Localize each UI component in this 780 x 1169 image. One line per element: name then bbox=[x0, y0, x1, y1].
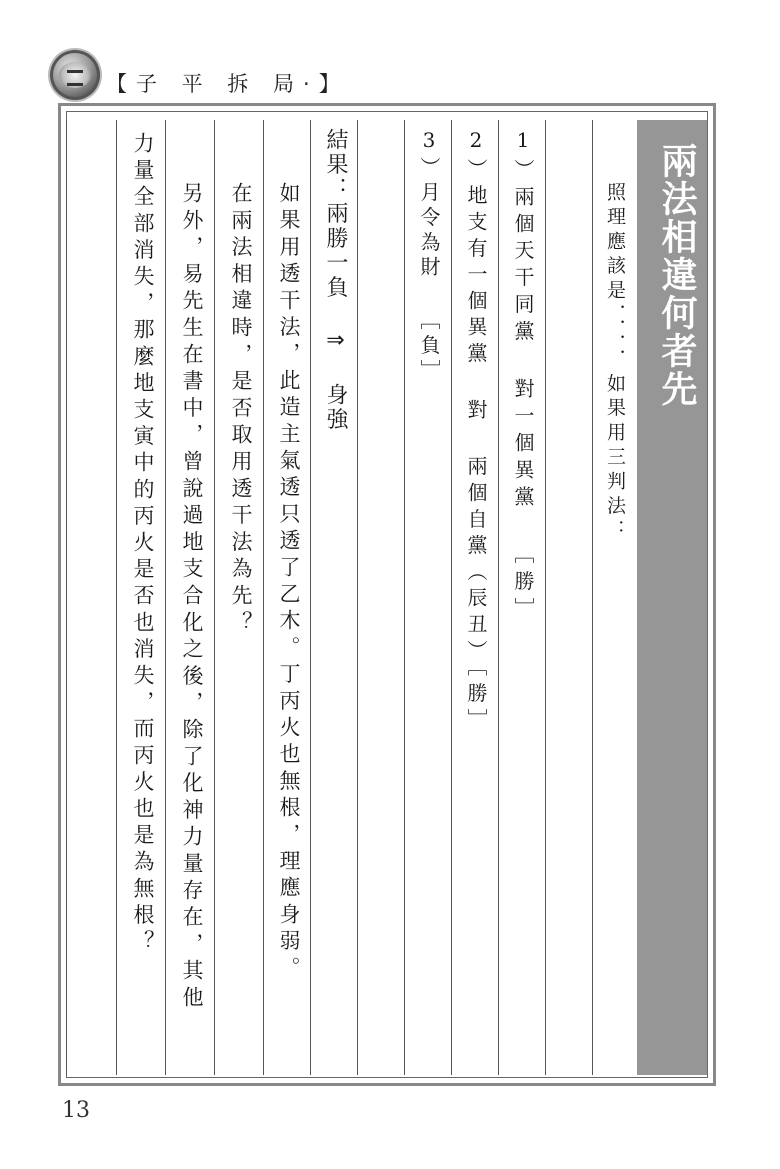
text-column-1 bbox=[592, 120, 637, 1075]
column-text: 在兩法相違時，是否取用透干法為先？ bbox=[229, 182, 253, 638]
logo-emblem-icon bbox=[50, 50, 100, 100]
column-text: 另外，易先生在書中，曾說過地支合化之後，除了化神力量存在，其他 bbox=[180, 182, 204, 1013]
column-text: 如果用透干法，此造主氣透只透了乙木。丁丙火也無根，理應身弱。 bbox=[277, 182, 301, 983]
text-column-7 bbox=[310, 120, 357, 1075]
text-column-2 bbox=[545, 120, 592, 1075]
column-text: 照理應該是．．．．如果用三判法： bbox=[604, 182, 626, 544]
text-column-6 bbox=[357, 120, 404, 1075]
section-title: 兩法相違何者先 bbox=[656, 142, 697, 408]
text-column-5 bbox=[404, 120, 451, 1075]
column-text: 結果：兩勝一負 ⇒ 身強 bbox=[323, 128, 348, 433]
column-text: 1）兩個天干同黨 對一個異黨 ［勝］ bbox=[511, 128, 535, 625]
column-text: 3）月令為財 ［負］ bbox=[417, 128, 441, 384]
text-column-11 bbox=[116, 120, 165, 1075]
text-column-9 bbox=[214, 120, 263, 1075]
running-header bbox=[50, 50, 350, 102]
section-title-column bbox=[637, 120, 707, 1075]
column-text: 力量全部消失，那麼地支寅中的丙火是否也消失，而丙火也是為無根？ bbox=[131, 132, 155, 957]
text-column-4 bbox=[451, 120, 498, 1075]
column-text: 2）地支有一個異黨 對 兩個自黨（辰丑）［勝］ bbox=[464, 128, 488, 735]
text-column-3 bbox=[498, 120, 545, 1075]
text-column-10 bbox=[165, 120, 214, 1075]
page-number: 13 bbox=[62, 1098, 90, 1123]
header-title: 【子 平 拆 局·】 bbox=[106, 72, 349, 96]
text-column-12 bbox=[66, 120, 116, 1075]
text-column-8 bbox=[263, 120, 310, 1075]
